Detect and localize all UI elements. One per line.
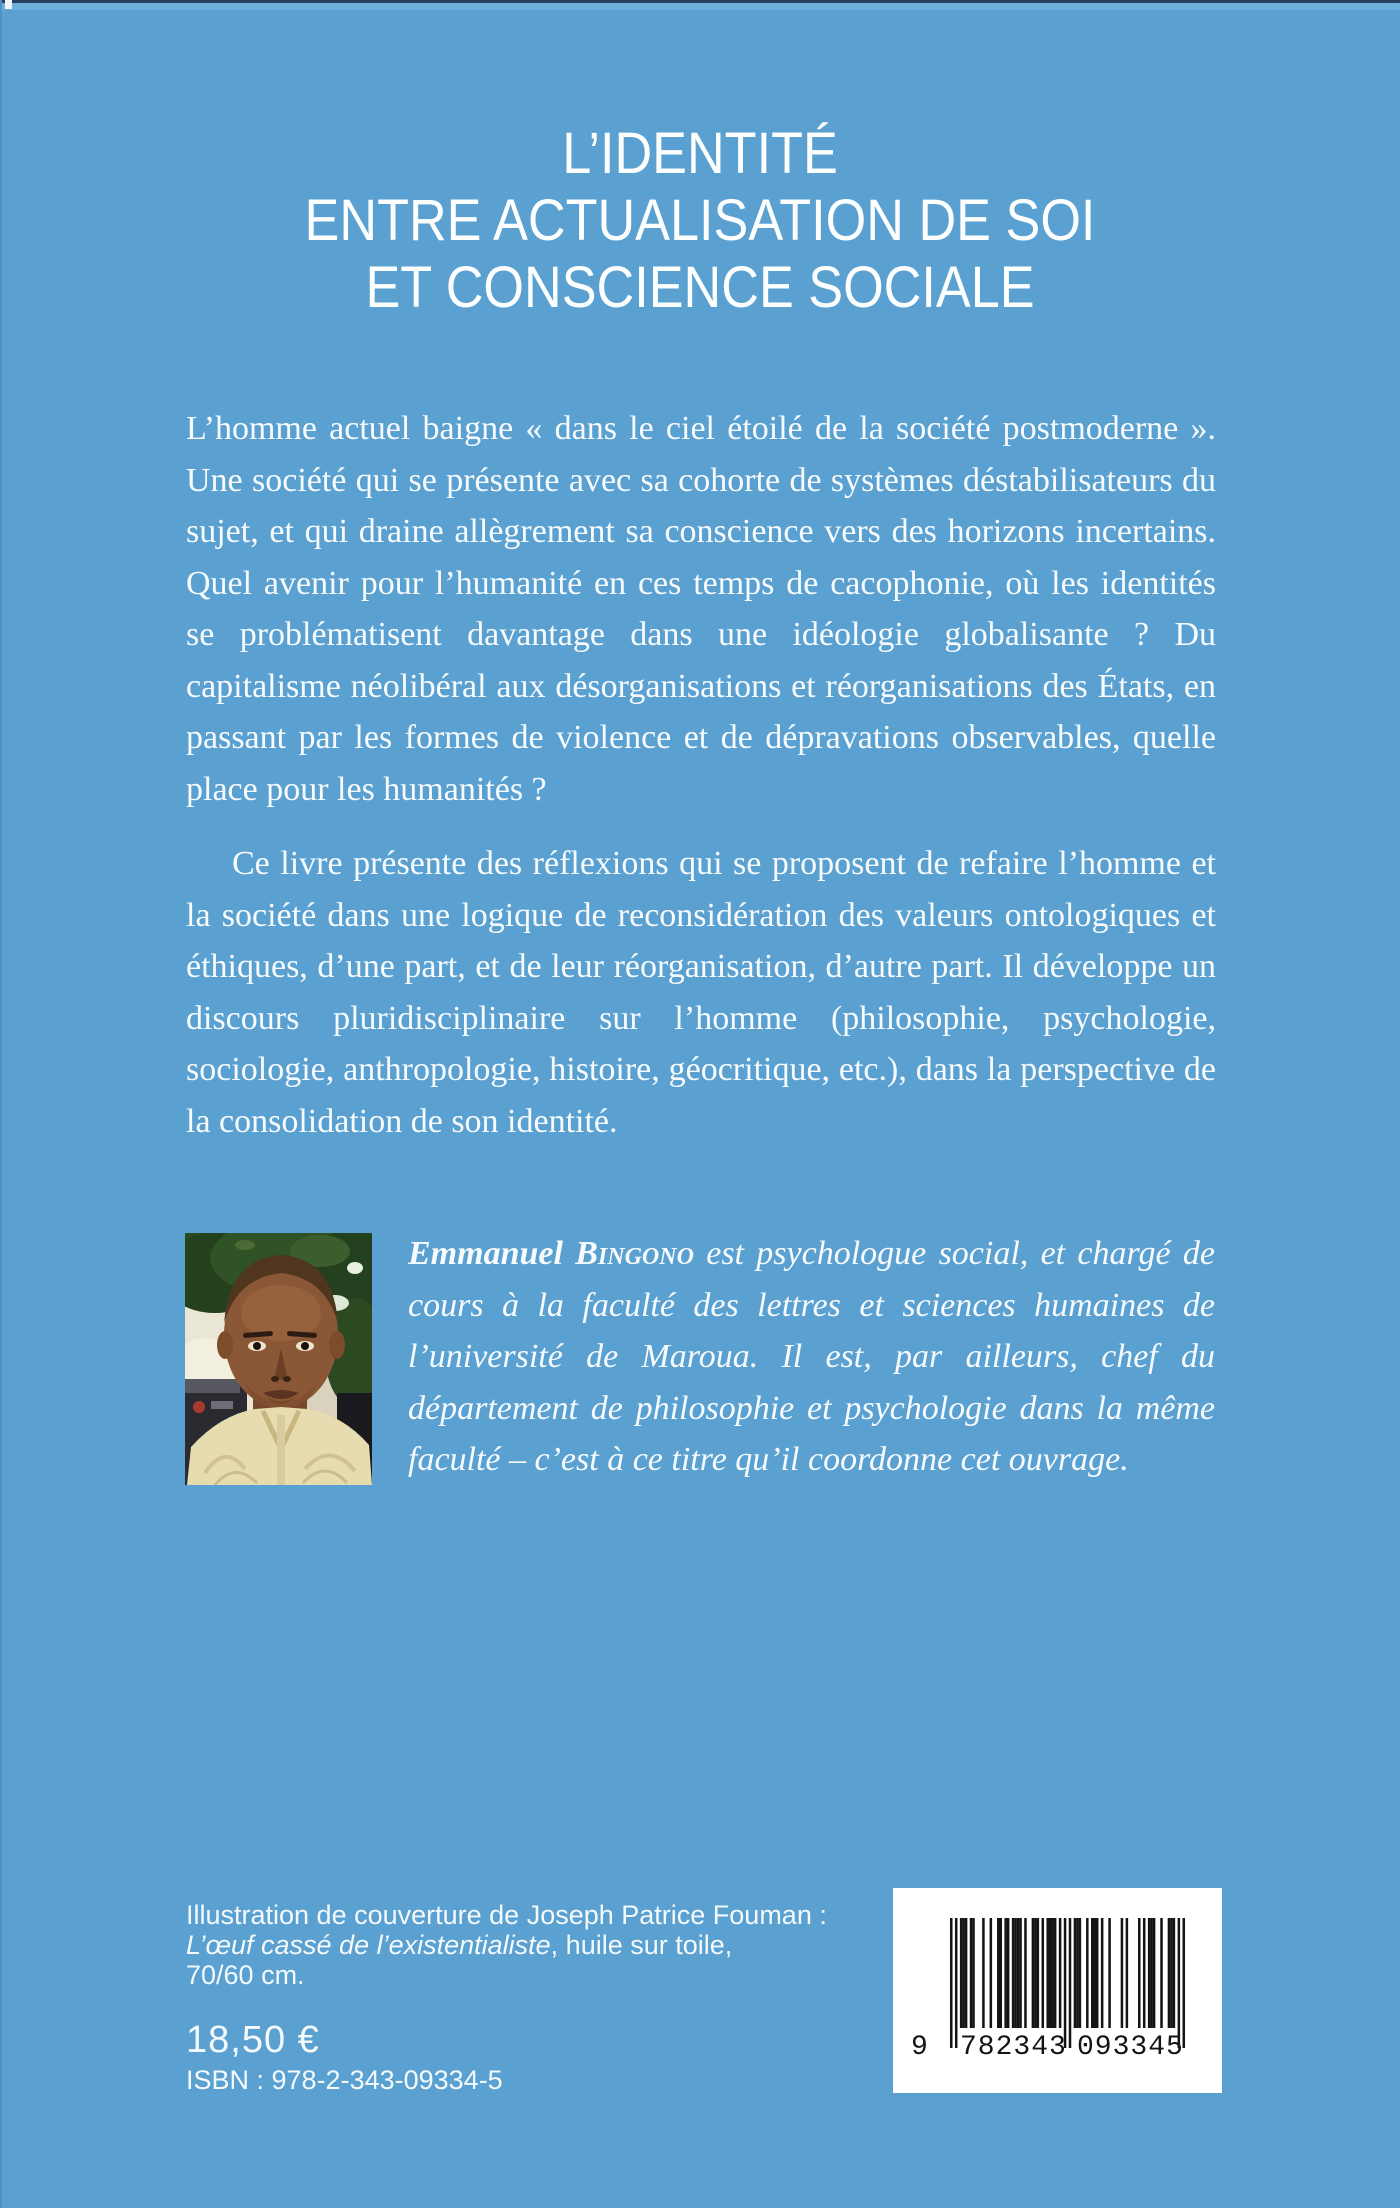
author-first-name: Emmanuel (408, 1235, 576, 1272)
artwork-title: L’œuf cassé de l’existentialiste (186, 1930, 551, 1960)
barcode-svg (950, 1918, 1185, 2050)
cover-illustration-credit (186, 1900, 946, 1990)
artwork-medium: , huile sur toile, (550, 1930, 733, 1960)
author-photo (185, 1233, 372, 1485)
scan-corner-artifact (5, 0, 12, 9)
barcode-digits-group2: 093345 (1077, 2032, 1184, 2063)
price: 18,50 € (186, 2019, 320, 2061)
book-title-line3: ET CONSCIENCE SOCIALE (365, 255, 1035, 320)
scan-edge-top-highlight (0, 3, 1400, 10)
isbn: ISBN : 978-2-343-09334-5 (186, 2065, 503, 2095)
scan-edge-left (0, 0, 2, 2208)
synopsis-paragraph-2: Ce livre présente des réflexions qui se proposent de refaire l’homme et la société dans une logique de reconsidération des valeurs ontologiques et éthiques, d’une part, et de leur réorganisation, d’autre part. Il développe un discours pluridisciplinaire sur l’homme (philosophie, psychologie, sociologie, anthropologie, histoire, géocritique, etc.), dans la perspective de la consolidation de son identité. (186, 845, 1216, 1140)
barcode-digit-first: 9 (911, 2032, 929, 2063)
synopsis-paragraph-1: L’homme actuel baigne « dans le ciel étoilé de la société postmoderne ». Une société qui se présente avec sa cohorte de systèmes déstabilisateurs du sujet, et qui draine allègrement sa conscience vers des horizons incertains. Quel avenir pour l’humanité en ces temps de cacophonie, où les identités se problématisent davantage dans une idéologie globalisante ? Du capitalisme néolibéral aux désorganisations et réorganisations des États, en passant par les formes de violence et de dépravations observables, quelle place pour les humanités ? (186, 410, 1216, 808)
barcode-digits-group1: 782343 (960, 2032, 1067, 2063)
book-title-line2: ENTRE ACTUALISATION DE SOI (304, 188, 1096, 253)
book-title (70, 120, 1330, 321)
credit-line-1: Illustration de couverture de Joseph Patrice Fouman : (186, 1900, 827, 1930)
author-bio-text: est psychologue social, et chargé de cours à la faculté des lettres et sciences humaines de l’université de Maroua. Il est, par ailleurs, chef du département de philosophie et psychologie dans la même faculté – c’est à ce titre qu’il coordonne cet ouvrage. (408, 1235, 1215, 1478)
book-title-line1: L’IDENTITÉ (562, 121, 838, 186)
author-bio (408, 1228, 1215, 1486)
credit-line-2 (186, 1930, 946, 1960)
credit-line-3: 70/60 cm. (186, 1960, 305, 1990)
barcode (893, 1888, 1222, 2093)
author-photo-illustration (185, 1233, 372, 1485)
author-last-name: Bingono (575, 1235, 694, 1272)
